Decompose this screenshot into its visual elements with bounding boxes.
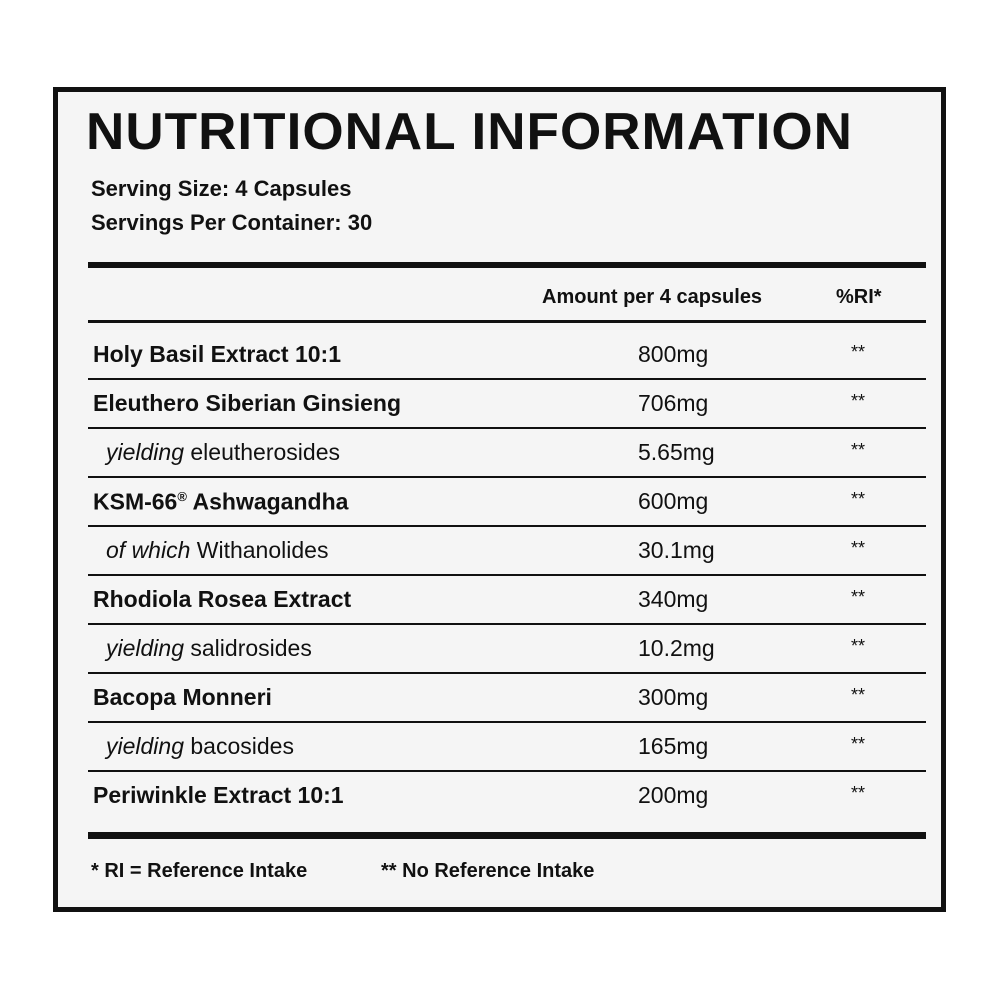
table-row	[88, 576, 926, 625]
table-row	[88, 723, 926, 772]
ingredient-prefix: yielding	[106, 439, 184, 465]
ingredient-prefix: yielding	[106, 733, 184, 759]
table-row	[88, 772, 926, 821]
ingredient-name	[106, 539, 328, 562]
footnote-ri: * RI = Reference Intake	[91, 860, 308, 882]
ingredient-amount: 340mg	[638, 586, 709, 612]
nutrition-panel	[53, 87, 946, 912]
registered-mark: ®	[177, 489, 187, 504]
ingredient-ri: **	[851, 391, 866, 411]
divider-thick-top	[88, 262, 926, 268]
page-title: NUTRITIONAL INFORMATION	[86, 103, 853, 161]
ingredient-ri: **	[851, 587, 866, 607]
ingredient-subname: eleutherosides	[190, 439, 340, 465]
ingredient-amount: 10.2mg	[638, 635, 715, 661]
ingredient-name	[106, 637, 312, 660]
ingredient-amount: 200mg	[638, 782, 709, 808]
ingredient-amount: 800mg	[638, 341, 709, 367]
ingredient-ri: **	[851, 538, 866, 558]
column-header-ri: %RI*	[836, 286, 882, 308]
ingredient-ri: **	[851, 783, 866, 803]
table-row	[88, 331, 926, 380]
ingredient-amount: 300mg	[638, 684, 709, 710]
ingredient-ri: **	[851, 489, 866, 509]
ingredient-amount: 5.65mg	[638, 439, 715, 465]
ingredient-ri: **	[851, 440, 866, 460]
ingredient-name	[106, 441, 340, 464]
ingredient-name	[93, 490, 348, 514]
ingredient-brand: KSM-66	[93, 488, 178, 515]
ingredient-ri: **	[851, 342, 866, 362]
serving-size: Serving Size: 4 Capsules	[91, 176, 352, 201]
footnote-no-ri: ** No Reference Intake	[381, 860, 595, 882]
table-row	[88, 380, 926, 429]
ingredient-amount: 165mg	[638, 733, 709, 759]
divider-thick-bottom	[88, 832, 926, 839]
ingredient-name: Holy Basil Extract 10:1	[93, 341, 342, 367]
ingredient-name: Eleuthero Siberian Ginsieng	[93, 390, 402, 416]
column-header-amount: Amount per 4 capsules	[542, 286, 763, 308]
ingredient-amount: 30.1mg	[638, 537, 715, 563]
ingredient-subname: Ashwagandha	[192, 488, 349, 515]
ingredient-name: Periwinkle Extract 10:1	[93, 782, 344, 808]
table-row	[88, 429, 926, 478]
ingredient-subname: bacosides	[190, 733, 294, 759]
ingredient-ri: **	[851, 685, 866, 705]
divider-header	[88, 320, 926, 323]
table-row	[88, 527, 926, 576]
ingredient-prefix: of which	[106, 537, 191, 563]
ingredient-ri: **	[851, 734, 866, 754]
servings-per-container: Servings Per Container: 30	[91, 210, 373, 235]
ingredient-name: Bacopa Monneri	[93, 684, 272, 710]
ingredient-amount: 706mg	[638, 390, 709, 416]
ingredient-name	[106, 735, 294, 758]
ingredient-subname: salidrosides	[190, 635, 312, 661]
ingredient-ri: **	[851, 636, 866, 656]
ingredient-amount: 600mg	[638, 488, 709, 514]
table-row	[88, 478, 926, 527]
ingredient-name: Rhodiola Rosea Extract	[93, 586, 352, 612]
ingredient-prefix: yielding	[106, 635, 184, 661]
ingredient-subname: Withanolides	[196, 537, 329, 563]
table-row	[88, 625, 926, 674]
table-row	[88, 674, 926, 723]
